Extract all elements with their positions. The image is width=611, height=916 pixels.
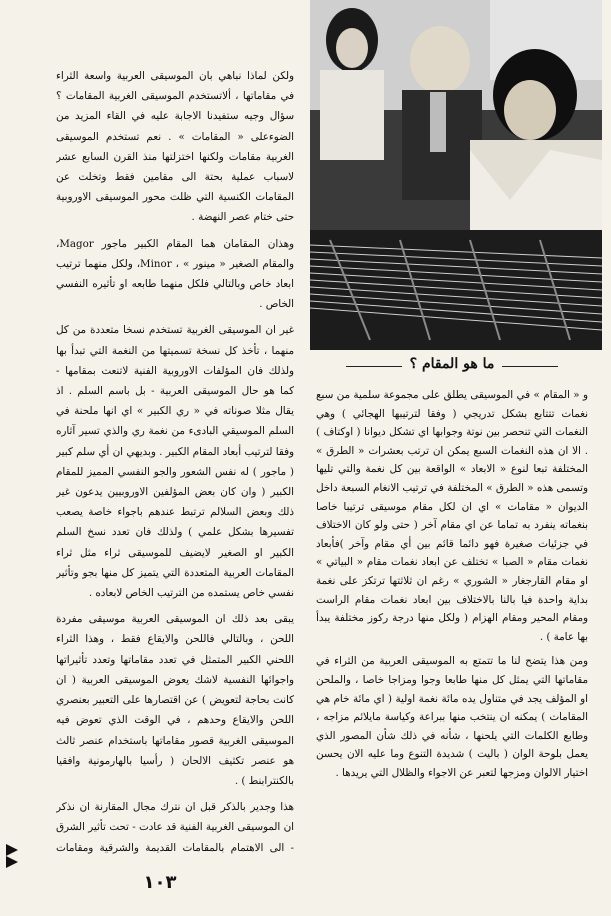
section-heading-what-is-maqam [316, 356, 588, 384]
corner-arrows-icon [6, 842, 22, 870]
paragraph: و « المقام » في الموسيقى يطلق على مجموعة سلمية من سبع نغمات تتتابع بشكل تدريجي ( وفقا لترتيبها الهجائي ) وهي النغمات التي تنحصر بين نوتة وجوابها اي تشكل ديوانا ( اوكتاف ) . الا ان هذه النغمات السبع يمكن ان ترتب بعشرات « الطرق » المختلفة تبعا لنوع « الابعاد » الواقعة بين كل نغمة والتي تليها وتسمى هذه « الطرق » المختلفة في ترتيب الانغام السبعة داخل الديوان « مقامات » اي ان لكل مقام موسيقى ترتيبا خاصا بنغماته ينفرد به تماما عن اي مقام آخر ( حتى ولو كان الاختلاف في جزئيات صغيرة فهو دائما قائم بين أي مقام وآخر )فأبعاد نغمات مقام « الصبا » تختلف عن ابعاد نغمات مقام « البياتي » او مقام القارجغار « الشوري » رغم ان ثلاثتها ترتكز على نغمة بداية واحدة فيا بالنا بالاختلاف بين ابعاد نغمات مقام الراست ومقام المحير ومقام الهزام ( ولكل منها درجة ركوز مختلفة يبدأ بها عامة ) . [316, 389, 588, 643]
paragraph: ولكن لماذا نباهي بان الموسيقى العربية واسعة الثراء في مقاماتها ، ألاتستخدم الموسيقى الغربية المقامات ؟ سؤال وجيه ستفيدنا الاجابة عليه في القاء المزيد من الضوءعلى « المقامات » . نعم تستخدم الموسيقى الغربية مقامات ولكنها اختزلتها منذ القرن السابع عشر لاسباب عملية بحتة الى مقامين فقط وتخلت عن المقامات الكنسية التي ظلت محور الموسيقى الاوروبية حتى ختام عصر النهضة . [56, 70, 294, 224]
paragraph: ومن هذا يتضح لنا ما تتمتع به الموسيقى العربية من الثراء في مقاماتها التي يمثل كل منها طابعا وجوا ومزاجا خاصا ، والملحن او المؤلف يجد في متناول يده مائة نغمة اولية ( اي مائة خام هي المقامات ) يمكنه ان ينتخب منها ببراعة وكياسة مايلائم مزاجه ، وطابع الكلمات التي يلحنها ، شأنه في ذلك شأن المصور الذي يعمل بلوحة الوان ( باليت ) شديدة التنوع وما عليه الان يحسن اختيار الالوان ومزجها لتعبر عن الاجواء والظلال التي يريدها . [316, 655, 588, 779]
page-number: ١٠٣ [143, 872, 177, 893]
left-column [56, 66, 294, 856]
paragraph: وهذان المقامان هما المقام الكبير ماجور Magor، والمقام الصغير « مينور » ، Minor، ولكل منهما ترتيب ابعاد خاص وبالتالي فلكل منهما طابعه او تأثيره النفسي الخاص . [56, 237, 294, 311]
right-column [316, 386, 588, 856]
paragraph: يبقى بعد ذلك ان الموسيقى العربية موسيقى مفردة اللحن ، وبالتالي فاللحن والايقاع فقط ، وهذا الثراء اللحني الكبير المتمثل في تعدد مقاماتها وتعدد تأثيراتها واجوائها النفسية لاشك يعوض الموسيقى العربية ( ان كانت بحاجة لتعويض ) عن اقتصارها على التعبير بعنصري اللحن والايقاع وحدهم ، في الوقت الذي تعوض فيه الموسيقى الغربية قصور مقاماتها باستخدام عنصر ثالث هو عنصر تكثيف الالحان ( رأسيا بالهارمونية وافقيا بالكنترابنط ) . [56, 613, 294, 787]
musicians-photo-icon [310, 0, 602, 350]
section-heading-text: ما هو المقام ؟ [402, 356, 503, 372]
musicians-photo [310, 0, 602, 350]
paragraph: غير ان الموسيقى الغربية تستخدم نسخا متعددة من كل منهما ، تأخذ كل نسخة تسميتها من النغمة التي تبدأ بها ولذلك فان المؤلفات الاوروبية الفنية لاتنعت بمقامها - كما هو حال الموسيقى العربية - بل باسم السلم . اذ يقال مثلا صوناته في « ري الكبير » اي انها ملحنة في السلم الموسيقي البادىء من نغمة ري والذي تسير آثاره وفقا لترتيب أبعاد المقام الكبير . وبديهي ان أي سلم كبير ( ماجور ) له نفس الشعور والجو النفسي المميز للمقام الكبير ( وان كان بعض المؤلفين الاوروبيين يدعون غير ذلك وبعض السلالم ترتبط عندهم باجواء خاصة يصعب تفسيرها بشكل علمي ) ولذلك فان تعدد نسخ السلم الكبير او الصغير لايضيف للموسيقى ثراء مثل ثراء المقامات العربية المتعددة التي يتميز كل منها بجو وتأثير نفسي خاص يستمده من الترتيب الخاص لابعاده . [56, 324, 294, 600]
paragraph: هذا وجدير بالذكر قبل ان نترك مجال المقارنة ان نذكر ان الموسيقى الغربية الفنية قد عادت - تحت تأثير الشرق - الى الاهتمام بالمقامات القديمة والشرقية ومقامات [56, 801, 294, 854]
